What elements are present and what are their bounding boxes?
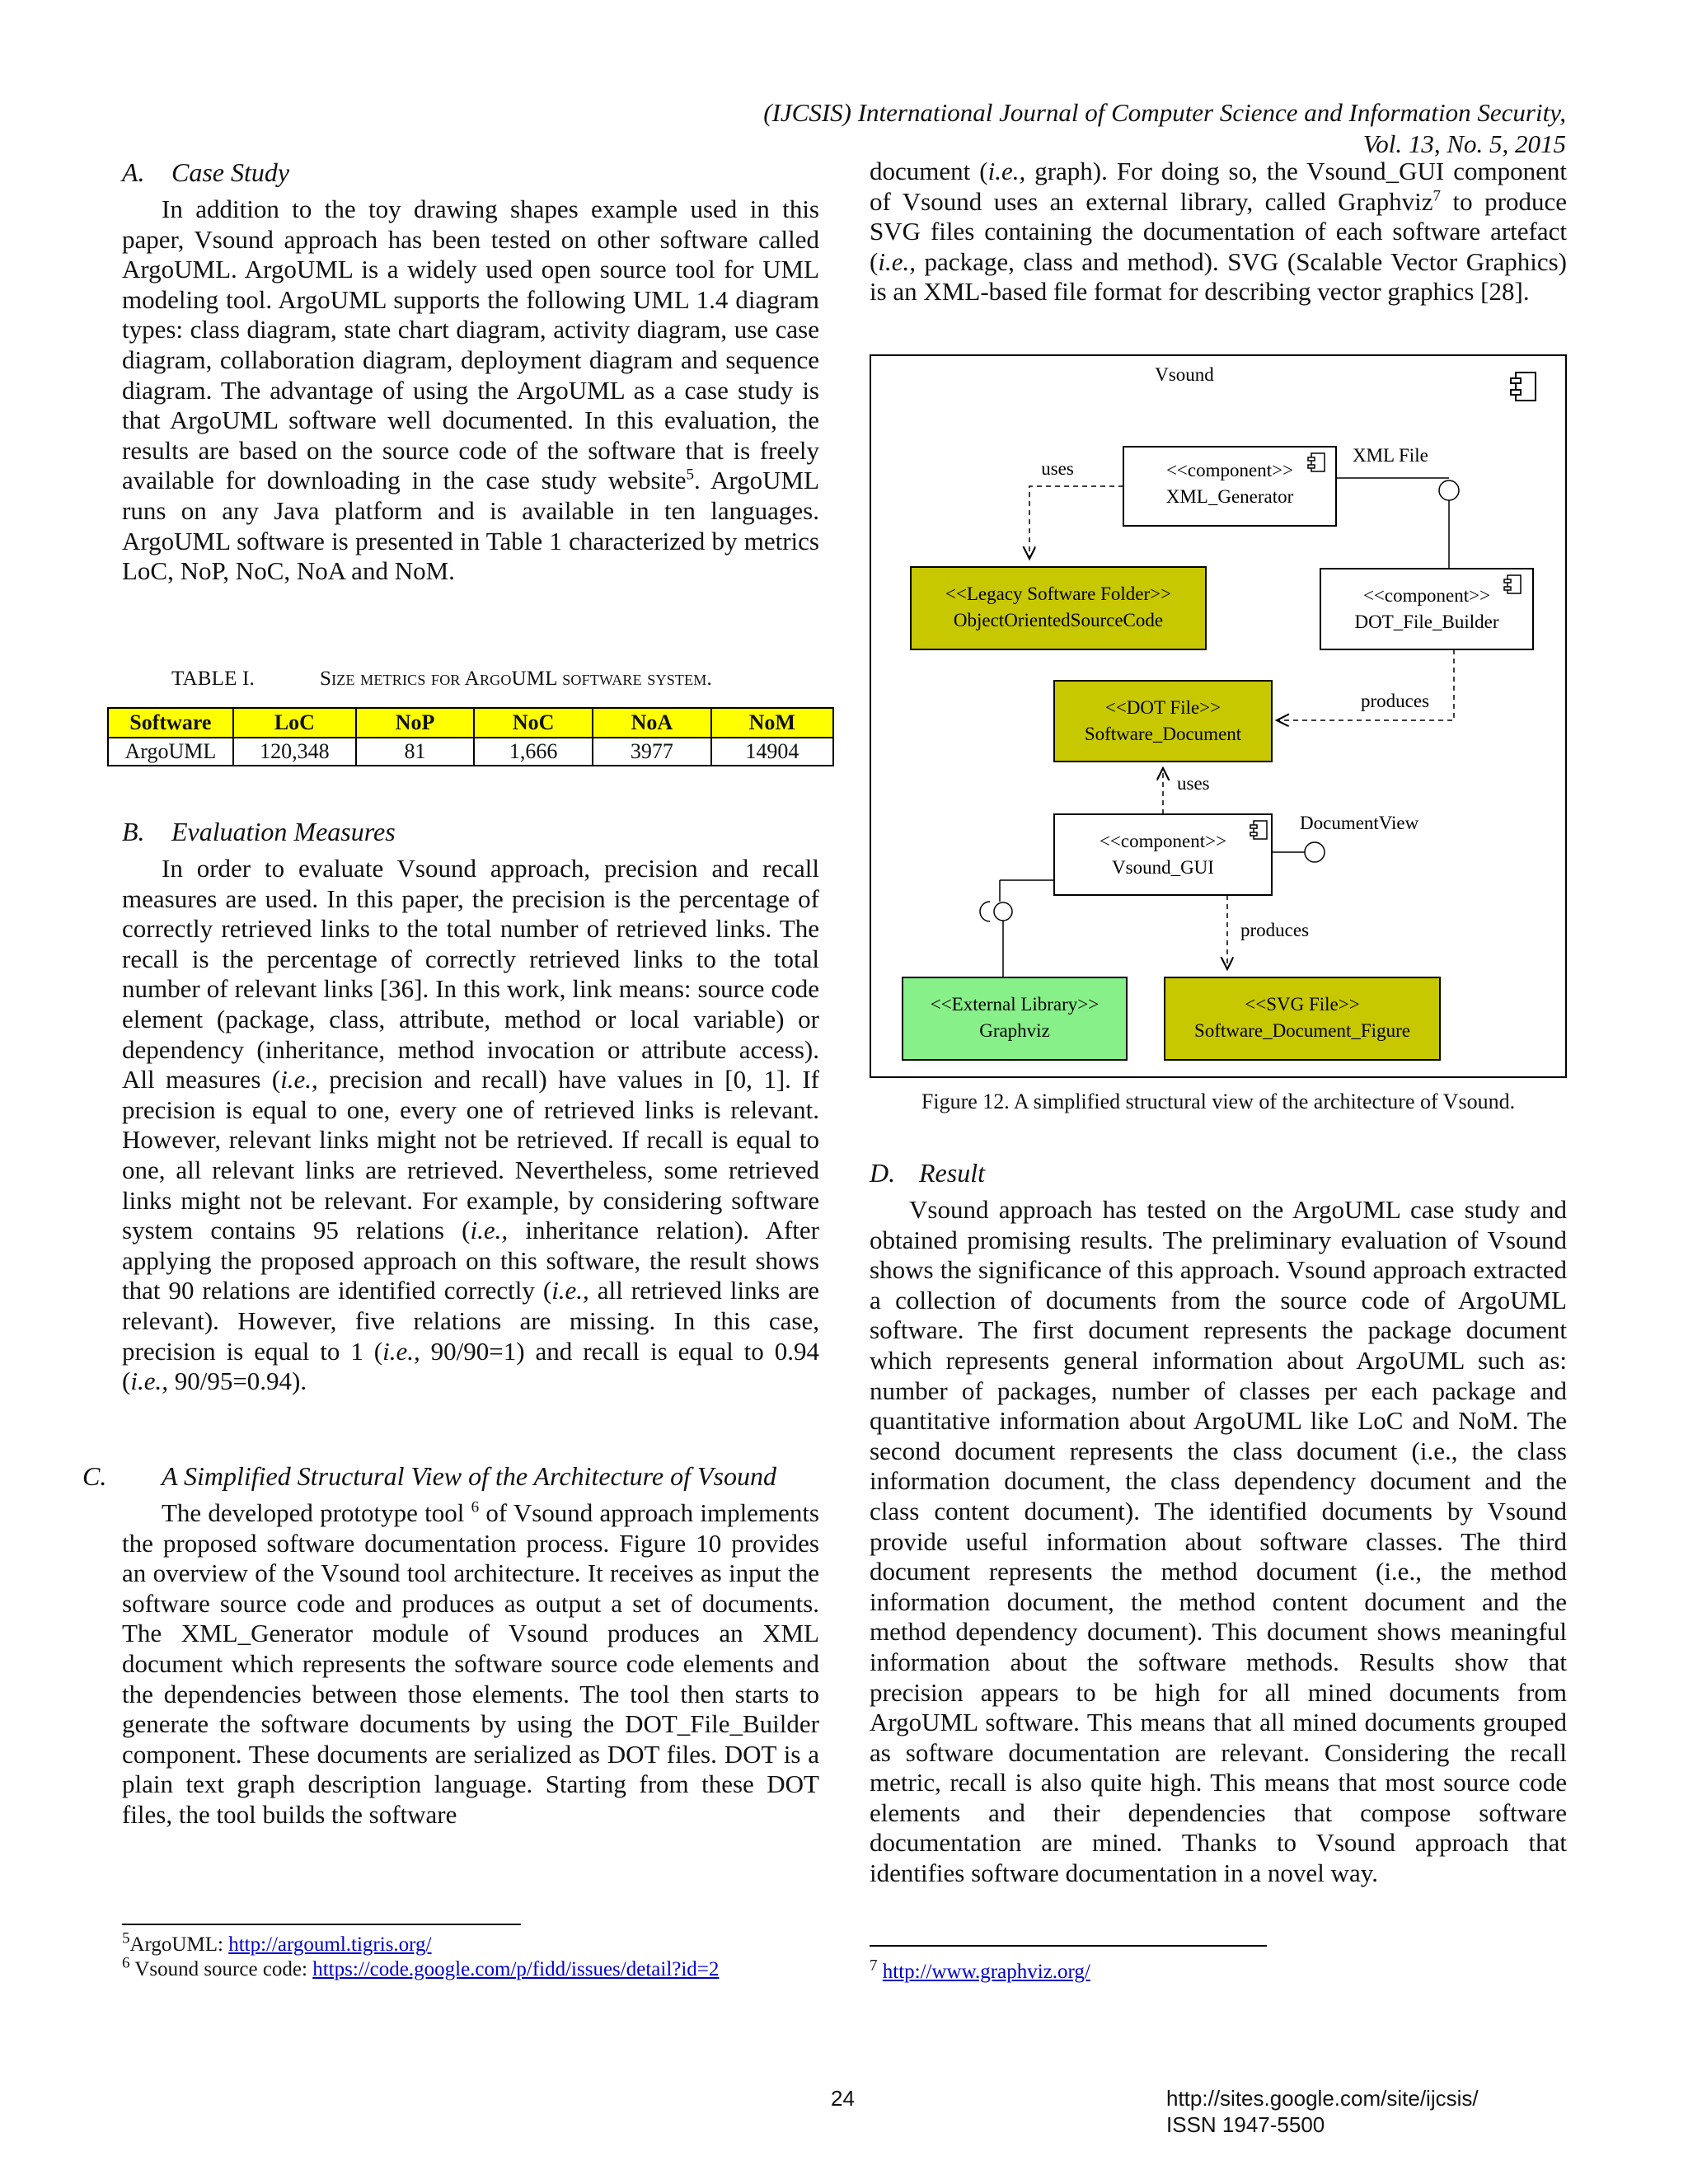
vsound-gui-box bbox=[1054, 814, 1272, 895]
section-c bbox=[82, 1460, 819, 1830]
table-header-cell: NoP bbox=[356, 708, 474, 738]
footnote-6: $^6$ Vsound source code: https://code.google.com/p/fidd/issues/detail?id=2 bbox=[122, 1954, 720, 1980]
section-c-heading: C. A Simplified Structural View of the Architecture of Vsound bbox=[82, 1461, 776, 1491]
table-header-cell: NoM bbox=[711, 708, 833, 738]
footnote-ref-6: 6 bbox=[471, 1498, 480, 1516]
dot-builder-name: DOT_File_Builder bbox=[1354, 612, 1499, 632]
table-cell: ArgoUML bbox=[108, 738, 233, 766]
table-cell: 120,348 bbox=[233, 738, 356, 766]
dot-file-stereotype: <<DOT File>> bbox=[1104, 697, 1221, 718]
dot-file-name: Software_Document bbox=[1084, 724, 1242, 744]
vsound-title: Vsound bbox=[1155, 364, 1214, 385]
figure-caption: Figure 12. A simplified structural view of the architecture of Vsound. bbox=[921, 1090, 1516, 1113]
xml-generator-stereotype: <<component>> bbox=[1165, 460, 1294, 480]
table-caption bbox=[171, 668, 712, 691]
table-header-cell: Software bbox=[108, 708, 233, 738]
footnote-5: $^5$ArgoUML: http://argouml.tigris.org/ bbox=[122, 1929, 432, 1956]
section-c-paragraph: The developed prototype tool $^6$ of Vsound approach implements the proposed software documentation process. Figure 10 provides an overview of the Vsound tool architecture. It receives as input the software source code and produces as output a set of documents. The XML_Generator module of Vsound produces an XML document which represents the software source code elements and the dependencies between those elements. The tool then starts to generate the software documents by using the DOT_File_Builder component. These documents are serialized as DOT files. DOT is a plain text graph description language. Starting from these DOT files, the tool builds the software bbox=[122, 1498, 819, 1829]
dot-file-box bbox=[1054, 681, 1272, 762]
section-d bbox=[870, 1157, 1567, 1889]
uses-label-2: uses bbox=[1177, 773, 1210, 794]
table-label: TABLE I. bbox=[171, 668, 255, 690]
svg-file-box bbox=[1165, 977, 1440, 1060]
table-cell: 1,666 bbox=[474, 738, 593, 766]
external-library-box bbox=[903, 977, 1127, 1060]
vsound-gui-name: Vsound_GUI bbox=[1112, 857, 1214, 878]
section-d-paragraph: Vsound approach has tested on the ArgoUML case study and obtained promising results. The preliminary evaluation of Vsound shows the significance of this approach. Vsound approach extracted a collection of documents from the source code of ArgoUML software. The first document represents the package document which represents general information about ArgoUML such as: number of packages, number of classes per each package and quantitative information about ArgoUML like LoC and NoM. The second document represents the class document (i.e., the class information document, the class dependency document and the class content document). The identified documents by Vsound provide useful information about software classes. The third document represents the method document (i.e., the method information document, the method content document and the method dependency document). This document shows meaningful information about the software methods. Results show that precision appears to be high for all mined documents from ArgoUML software. This means that all mined documents grouped as software documentation are relevant. Considering the recall metric, recall is also quite high. This means that most source code elements and their dependencies that compose software documentation are mined. Thanks to Vsound approach that identifies software documentation in a novel way. bbox=[870, 1195, 1567, 1888]
produces-label: produces bbox=[1361, 691, 1430, 711]
footnote-ref-5: 5 bbox=[686, 466, 695, 485]
table-cell: 14904 bbox=[711, 738, 833, 766]
xml-file-interface bbox=[1439, 480, 1459, 500]
xml-generator-name: XML_Generator bbox=[1165, 486, 1294, 507]
produces-label-2: produces bbox=[1240, 920, 1310, 940]
graphviz-link[interactable]: http://www.graphviz.org/ bbox=[882, 1961, 1090, 1983]
right-column-top bbox=[870, 157, 1567, 307]
left-footnotes bbox=[122, 1929, 720, 1982]
architecture-figure bbox=[870, 354, 1567, 1078]
page-number: 24 bbox=[831, 2086, 855, 2111]
table-header-cell: NoC bbox=[474, 708, 593, 738]
left-column bbox=[122, 157, 819, 587]
external-library-stereotype: <<External Library>> bbox=[930, 994, 1100, 1015]
table-title: Size metrics for ArgoUML software system. bbox=[320, 668, 712, 690]
section-b bbox=[122, 816, 819, 1397]
vsound-source-link[interactable]: https://code.google.com/p/fidd/issues/detail?id=2 bbox=[312, 1958, 720, 1980]
uses-label: uses bbox=[1041, 458, 1074, 479]
legacy-stereotype: <<Legacy Software Folder>> bbox=[945, 583, 1172, 604]
footer-site bbox=[1166, 2085, 1479, 2138]
journal-volume: Vol. 13, No. 5, 2015 bbox=[1362, 129, 1566, 158]
footer-issn: ISSN 1947-5500 bbox=[1166, 2112, 1325, 2137]
footnote-rule bbox=[122, 1924, 521, 1925]
footnote-7: $^7$ http://www.graphviz.org/ bbox=[870, 1957, 1090, 1983]
external-library-name: Graphviz bbox=[979, 1020, 1050, 1041]
table-header-row bbox=[108, 708, 833, 738]
size-metrics-table bbox=[107, 707, 834, 766]
section-a-paragraph: In addition to the toy drawing shapes example used in this paper, Vsound approach has been tested on other software called ArgoUML. ArgoUML is a widely used open source tool for UML modeling tool. ArgoUML supports the following UML 1.4 diagram types: class diagram, state chart diagram, activity diagram, use case diagram, collaboration diagram, deployment diagram and sequence diagram. The advantage of using the ArgoUML as a case study is that ArgoUML software well documented. In this evaluation, the results are based on the source code of the software that is freely available for downloading in the case study website$^5$. ArgoUML runs on any Java platform and is available in ten languages. ArgoUML software is presented in Table 1 characterized by metrics LoC, NoP, NoC, NoA and NoM. bbox=[122, 194, 820, 586]
section-a-heading: A. Case Study bbox=[122, 157, 290, 187]
table-cell: 3977 bbox=[593, 738, 710, 766]
table-cell: 81 bbox=[356, 738, 474, 766]
right-top-paragraph: document (i.e., graph). For doing so, the Vsound_GUI component of Vsound uses an external library, called Graphviz$^7$ to produce SVG files containing the documentation of each software artefact (i.e., package, class and method). SVG (Scalable Vector Graphics) is an XML-based file format for describing vector graphics [28]. bbox=[870, 157, 1567, 307]
svg-file-stereotype: <<SVG File>> bbox=[1245, 994, 1360, 1015]
graphviz-interface bbox=[994, 902, 1012, 921]
document-view-label: DocumentView bbox=[1300, 813, 1419, 833]
table-header-cell: NoA bbox=[593, 708, 710, 738]
document-view-interface bbox=[1305, 842, 1325, 862]
argouml-link[interactable]: http://argouml.tigris.org/ bbox=[228, 1933, 432, 1956]
section-b-heading: B. Evaluation Measures bbox=[122, 817, 396, 846]
dot-builder-stereotype: <<component>> bbox=[1362, 585, 1491, 606]
section-b-paragraph: In order to evaluate Vsound approach, precision and recall measures are used. In this paper, the precision is the percentage of correctly retrieved links to the total number of retrieved links. The recall is the percentage of correctly retrieved links to the total number of relevant links [36]. In this work, link means: source code element (package, class, attribute, method or local variable) or dependency (inheritance, method invocation or attribute access). All measures (i.e., precision and recall) have values in [0, 1]. If precision is equal to one, every one of retrieved links is relevant. However, relevant links might not be retrieved. If recall is equal to one, all relevant links are retrieved. Nevertheless, some retrieved links might not be relevant. For example, by considering software system contains 95 relations (i.e., inheritance relation). After applying the proposed approach on this software, the result shows that 90 relations are identified correctly (i.e., all retrieved links are relevant). However, five relations are missing. In this case, precision is equal to 1 (i.e., 90/90=1) and recall is equal to 0.94 (i.e., 90/95=0.94). bbox=[122, 854, 819, 1396]
table-row bbox=[108, 738, 833, 766]
section-d-heading: D. Result bbox=[870, 1158, 985, 1188]
running-header bbox=[763, 97, 1566, 160]
dot-builder-box bbox=[1320, 569, 1533, 649]
journal-title: (IJCSIS) International Journal of Computer Science and Information Security, bbox=[763, 98, 1566, 127]
footnote-rule bbox=[870, 1945, 1267, 1947]
table-header-cell: LoC bbox=[233, 708, 356, 738]
vsound-gui-stereotype: <<component>> bbox=[1099, 831, 1227, 851]
footer-url: http://sites.google.com/site/ijcsis/ bbox=[1166, 2086, 1479, 2111]
footnote-ref-7: 7 bbox=[1432, 187, 1441, 205]
xml-file-label: XML File bbox=[1353, 445, 1428, 466]
legacy-name: ObjectOrientedSourceCode bbox=[953, 610, 1164, 630]
svg-file-name: Software_Document_Figure bbox=[1194, 1020, 1410, 1041]
legacy-folder-box bbox=[911, 567, 1206, 649]
